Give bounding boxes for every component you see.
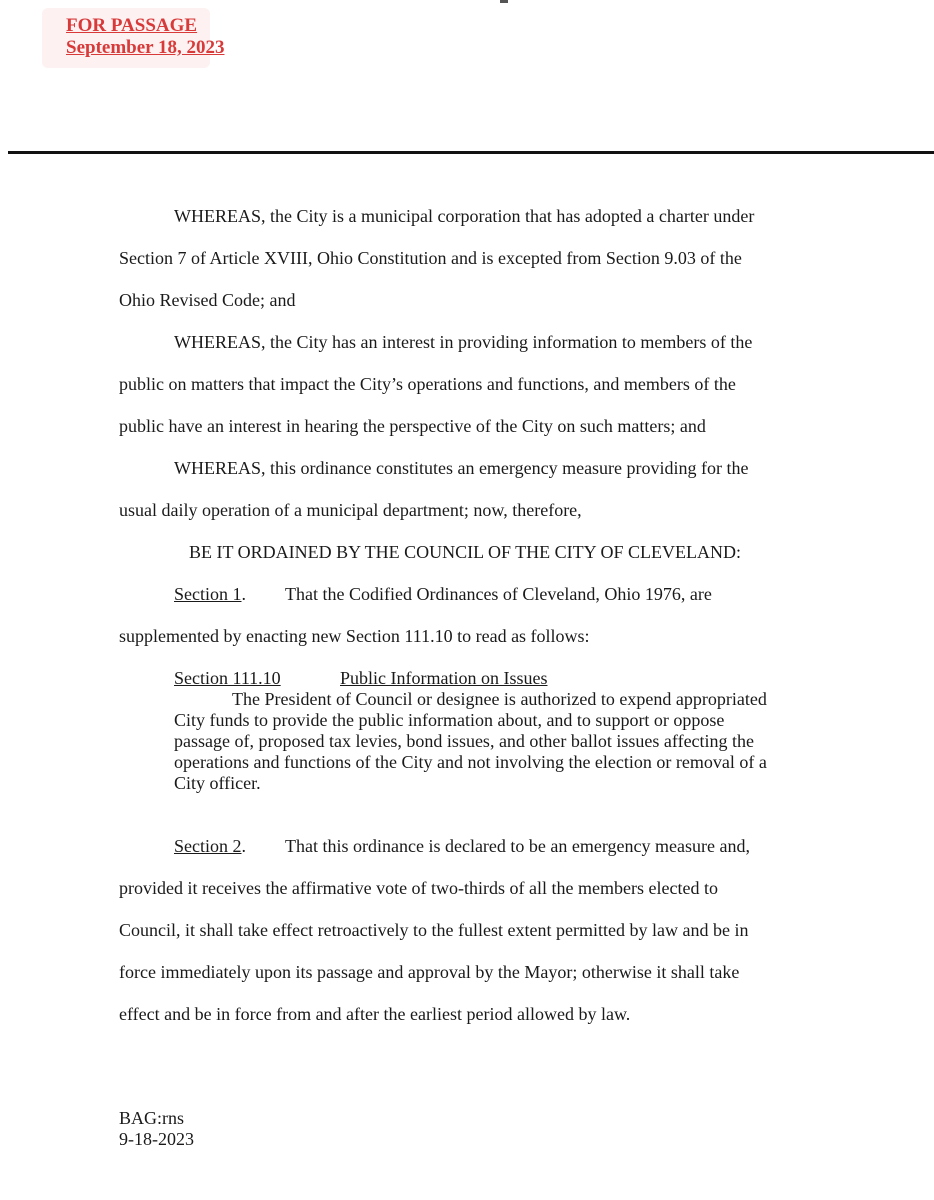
section-2-line-5: effect and be in force from and after the earliest period allowed by law. — [119, 1004, 631, 1024]
section-111-10-line-5: City officer. — [174, 773, 261, 793]
whereas-1-line-3: Ohio Revised Code; and — [119, 290, 296, 310]
section-2-line-1: That this ordinance is declared to be an emergency measure and, — [285, 836, 750, 856]
whereas-3-line-1: WHEREAS, this ordinance constitutes an emergency measure providing for the — [174, 458, 749, 478]
section-111-10-title: Public Information on Issues — [340, 668, 548, 688]
drafter-initials: BAG:rns — [119, 1108, 185, 1128]
section-2-line-4: force immediately upon its passage and approval by the Mayor; otherwise it shall take — [119, 962, 740, 982]
section-1-line-1: That the Codified Ordinances of Cleveland, Ohio 1976, are — [285, 584, 712, 604]
section-111-10-line-1: The President of Council or designee is authorized to expend appropriated — [232, 689, 767, 709]
section-111-10-line-3: passage of, proposed tax levies, bond issues, and other ballot issues affecting the — [174, 731, 755, 751]
section-2-line-3: Council, it shall take effect retroactively to the fullest extent permitted by law and be in — [119, 920, 749, 940]
footer-date: 9-18-2023 — [119, 1129, 194, 1149]
header-rule — [8, 151, 934, 154]
top-edge-mark — [500, 0, 508, 3]
stamp-date: September 18, 2023 — [66, 37, 225, 58]
section-111-10-number: Section 111.10 — [174, 668, 281, 688]
section-111-10-line-2: City funds to provide the public information about, and to support or oppose — [174, 710, 725, 730]
whereas-1-line-2: Section 7 of Article XVIII, Ohio Constitution and is excepted from Section 9.03 of the — [119, 248, 742, 268]
section-2-label: Section 2 — [174, 836, 242, 856]
whereas-2-line-3: public have an interest in hearing the perspective of the City on such matters; and — [119, 416, 706, 436]
ordaining-clause: BE IT ORDAINED BY THE COUNCIL OF THE CITY OF CLEVELAND: — [189, 542, 741, 562]
whereas-2-line-2: public on matters that impact the City’s operations and functions, and members of the — [119, 374, 736, 394]
section-2-heading: Section 2. — [174, 836, 246, 856]
section-2-line-2: provided it receives the affirmative vote of two-thirds of all the members elected to — [119, 878, 718, 898]
section-111-10-line-4: operations and functions of the City and not involving the election or removal of a — [174, 752, 767, 772]
whereas-2-line-1: WHEREAS, the City has an interest in providing information to members of the — [174, 332, 753, 352]
whereas-3-line-2: usual daily operation of a municipal department; now, therefore, — [119, 500, 582, 520]
whereas-1-line-1: WHEREAS, the City is a municipal corporation that has adopted a charter under — [174, 206, 755, 226]
stamp-status: FOR PASSAGE — [66, 15, 198, 36]
section-1-heading: Section 1. — [174, 584, 246, 604]
section-1-label: Section 1 — [174, 584, 242, 604]
section-1-line-2: supplemented by enacting new Section 111.10 to read as follows: — [119, 626, 590, 646]
